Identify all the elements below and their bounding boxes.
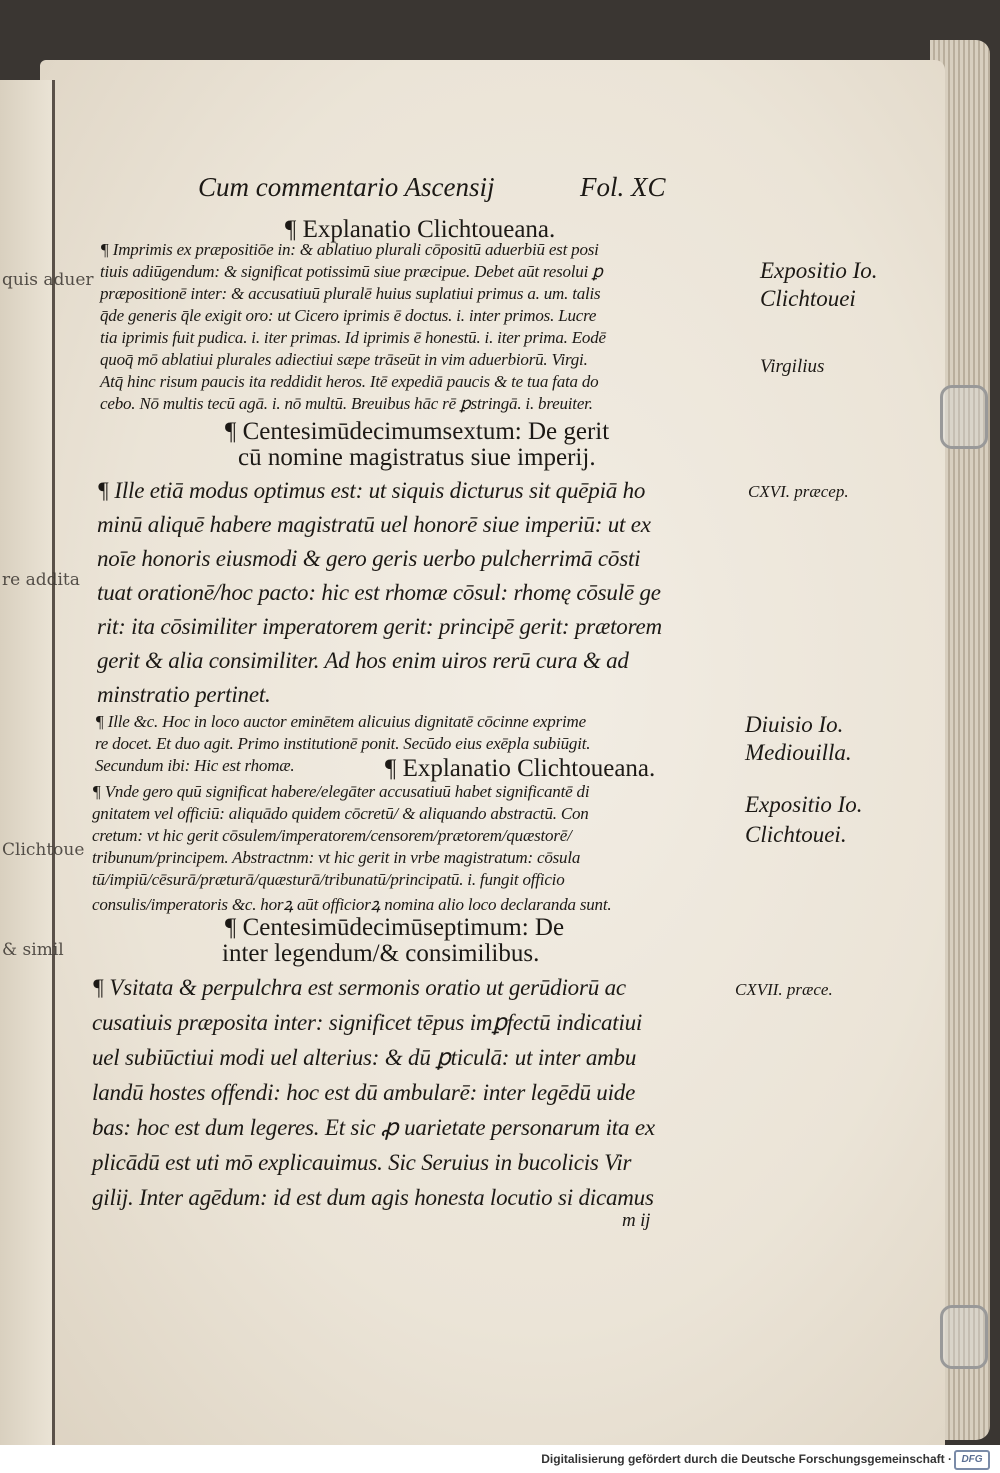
main-text-line: minū aliquē habere magistratū uel honorē siue imperiū: ut ex: [97, 512, 651, 537]
commentary-line: præpositionē inter: & accusatiuū pluralē huius suplatiui primus a. um. talis: [100, 284, 601, 303]
dfg-logo: DFG: [954, 1450, 990, 1470]
marginal-note: Mediouilla.: [745, 740, 852, 765]
marginal-note: Expositio Io.: [760, 258, 878, 283]
main-text-line: ¶ Vsitata & perpulchra est sermonis oratio ut gerūdiorū ac: [92, 975, 626, 1000]
folio-number: Fol. XC: [580, 172, 666, 202]
footer-credit: Digitalisierung gefördert durch die Deutsche Forschungsgemeinschaft ·: [541, 1452, 952, 1466]
commentary-line: re docet. Et duo agit. Primo institutionē ponit. Secūdo eius exēpla subiūgit.: [95, 734, 591, 753]
running-title: Cum commentario Ascensij: [198, 172, 495, 202]
left-page-fragment: quis aduer: [2, 270, 94, 290]
main-text-line: uel subiūctiui modi uel alterius: & dū ꝑticulā: ut inter ambu: [92, 1045, 637, 1070]
footer-bar: [0, 1445, 1000, 1473]
main-text-line: bas: hoc est dum legeres. Et sic ꝓ uarietate personarum ita ex: [92, 1115, 655, 1140]
precept-heading: ¶ Centesimūdecimūseptimum: De: [225, 914, 565, 941]
commentary-line: tiuis adiūgendum: & significat potissimū siue præcipue. Debet aūt resolui ꝑ: [100, 262, 603, 281]
main-text-line: rit: ita cōsimiliter imperatorem gerit: principē gerit: prætorem: [97, 614, 662, 639]
commentary-line: quoq̄ mō ablatiui plurales adiectiui sæpe trāseūt in vim aduerbiorū. Virgi.: [100, 350, 588, 369]
main-text-line: plicādū est uti mō explicauimus. Sic Seruius in bucolicis Vir: [92, 1150, 632, 1175]
commentary-line: ¶ Ille &c. Hoc in loco auctor eminētem alicuius dignitatē cōcinne exprime: [95, 712, 586, 731]
main-text-line: landū hostes offendi: hoc est dū ambularē: inter legēdū uide: [92, 1080, 636, 1105]
left-page-fragment: & simil: [2, 940, 64, 960]
main-text-line: noīe honoris eiusmodi & gero geris uerbo pulcherrimā cōsti: [97, 546, 641, 571]
commentary-line: cretum: vt hic gerit cōsulem/imperatorem/censorem/prætorem/quæstorē/: [92, 826, 572, 845]
main-text-line: minstratio pertinet.: [97, 682, 271, 707]
section-heading: ¶ Explanatio Clichtoueana.: [385, 755, 656, 782]
main-text-line: gerit & alia consimiliter. Ad hos enim uiros rerū cura & ad: [97, 648, 629, 673]
main-text-line: tuat orationē/hoc pacto: hic est rhomæ cōsul: rhomę cōsulē ge: [97, 580, 661, 605]
main-text-line: gilij. Inter agēdum: id est dum agis honesta locutio si dicamus: [92, 1185, 654, 1210]
left-page-fragment: re addita: [2, 570, 80, 590]
commentary-line: cebo. Nō multis tecū agā. i. nō multū. Breuibus hāc rē ꝑstringā. i. breuiter.: [100, 394, 593, 413]
signature-mark: m ij: [622, 1210, 651, 1231]
marginal-note: Virgilius: [760, 356, 825, 377]
precept-heading: inter legendum/& consimilibus.: [222, 940, 540, 967]
marginal-note: Clichtouei.: [745, 822, 847, 847]
main-text-line: cusatiuis præposita inter: significet tēpus imꝑfectū indicatiui: [92, 1010, 643, 1035]
section-heading: ¶ Explanatio Clichtoueana.: [285, 216, 556, 243]
commentary-line: ¶ Imprimis ex præpositiōe in: & ablatiuo plurali cōpositū aduerbiū est posi: [100, 240, 599, 259]
marginal-note: CXVI. præcep.: [748, 482, 849, 501]
marginal-note: Clichtouei: [760, 286, 856, 311]
main-text-line: ¶ Ille etiā modus optimus est: ut siquis dicturus sit quēpiā ho: [97, 478, 646, 503]
commentary-line: Atq̄ hinc risum paucis ita reddidit heros. Itē expediā paucis & te tua fata do: [100, 372, 599, 391]
commentary-line: consulis/imperatoris &c. horꝝ aūt officiorꝝ nomina alio loco declaranda sunt.: [92, 895, 612, 914]
left-page-fragment: Clichtoue: [2, 840, 85, 860]
marginal-note: Expositio Io.: [745, 792, 863, 817]
commentary-line: tribunum/principem. Abstractnm: vt hic gerit in vrbe magistratum: cōsula: [92, 848, 581, 867]
precept-heading: cū nomine magistratus siue imperij.: [238, 444, 596, 471]
commentary-line: q̄de generis q̄le exigit oro: ut Cicero iprimis ē doctus. i. inter primos. Lucre: [100, 306, 597, 325]
commentary-line: Secundum ibi: Hic est rhomæ.: [95, 756, 295, 775]
marginal-note: Diuisio Io.: [745, 712, 844, 737]
marginal-note: CXVII. præce.: [735, 980, 833, 999]
commentary-line: gnitatem vel officiū: aliquādo quidem cōcretū/ & aliquando abstractū. Con: [92, 804, 589, 823]
precept-heading: ¶ Centesimūdecimumsextum: De gerit: [225, 418, 610, 445]
commentary-line: tia iprimis fuit pudica. i. iter primas. Id iprimis ē honestū. i. iter prima. Eodē: [100, 328, 606, 347]
commentary-line: tū/impiū/cēsurā/præturā/quæsturā/tribunatū/principatū. i. fungit officio: [92, 870, 565, 889]
commentary-line: ¶ Vnde gero quū significat habere/elegāter accusatiuū habet significantē di: [92, 782, 590, 801]
